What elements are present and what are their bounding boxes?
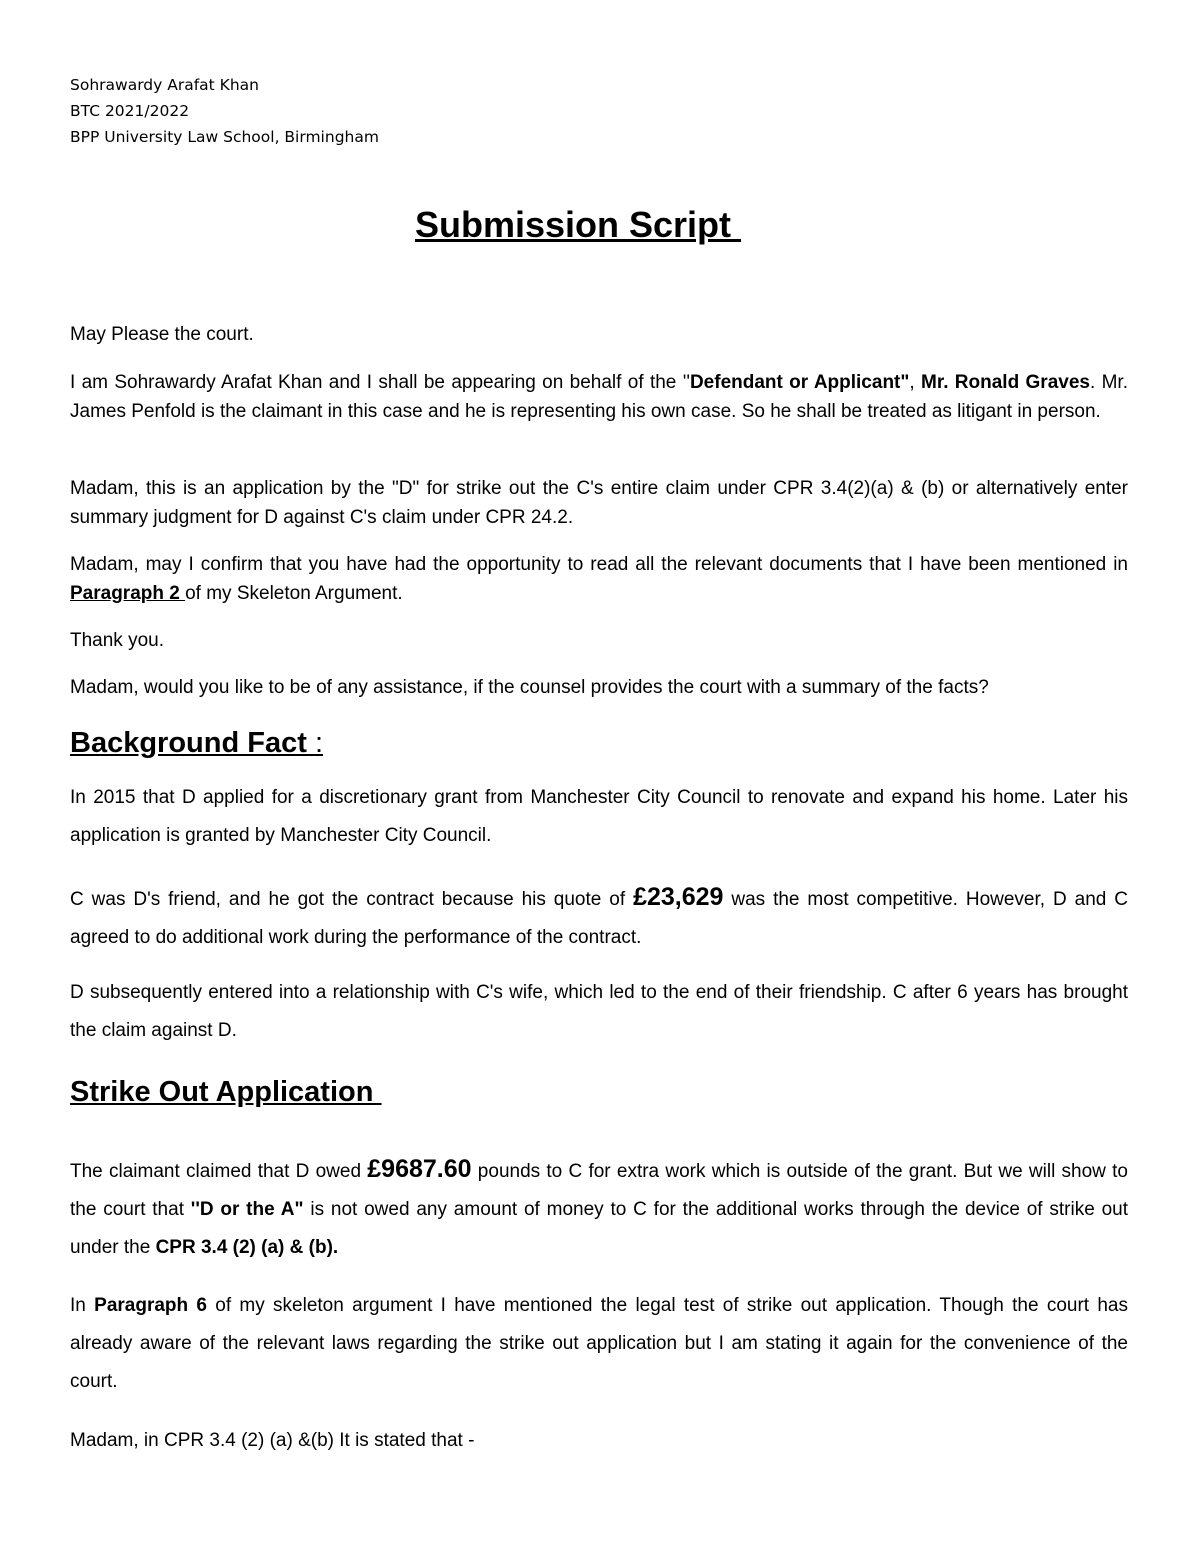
- underlined-reference: Paragraph 2: [70, 583, 186, 604]
- emphasis-text: CPR 3.4 (2) (a) & (b).: [155, 1237, 339, 1258]
- paragraph: [70, 974, 1128, 1050]
- paragraph: [70, 626, 1128, 655]
- text-segment: In 2015 that D applied for a discretionary grant from Manchester City Council to renovate and expand his home. Later his application is granted by Manchester City Council.: [70, 787, 1128, 846]
- emphasis-text: Defendant or Applicant": [689, 372, 910, 393]
- text-segment: Thank you.: [70, 630, 164, 651]
- heading-strike-out-application: Strike Out Application: [70, 1076, 382, 1108]
- text-segment: of my skeleton argument I have mentioned the legal test of strike out application. Though the court has already aware of the relevant laws regarding the strike out application but I am stating it again for the convenience of the court.: [70, 1295, 1128, 1392]
- paragraph: [70, 368, 1128, 426]
- paragraph: [70, 878, 1128, 957]
- text-segment: Madam, in CPR 3.4 (2) (a) &(b) It is stated that -: [70, 1430, 475, 1451]
- text-segment: The claimant claimed that D owed: [70, 1161, 368, 1182]
- text-segment: of my Skeleton Argument.: [185, 583, 403, 604]
- emphasis-text: £9687.60: [367, 1155, 472, 1183]
- emphasis-text: ''D or the A": [190, 1199, 304, 1220]
- paragraph: [70, 1287, 1128, 1401]
- paragraph: [70, 779, 1128, 855]
- text-segment: Madam, may I confirm that you have had the opportunity to read all the relevant documents that I have been mentioned in: [70, 554, 1128, 575]
- emphasis-text: £23,629: [633, 883, 724, 911]
- text-segment: Madam, would you like to be of any assistance, if the counsel provides the court with a summary of the facts?: [70, 677, 989, 698]
- text-segment: ,: [909, 372, 922, 393]
- school-line: BPP University Law School, Birmingham: [70, 128, 379, 146]
- paragraph: [70, 550, 1128, 608]
- text-segment: May Please the court.: [70, 324, 254, 345]
- paragraph: [70, 1150, 1128, 1267]
- heading-background-fact: [70, 723, 323, 763]
- heading-text: Background Fact: [70, 727, 315, 759]
- paragraph: [70, 474, 1128, 532]
- text-segment: I am Sohrawardy Arafat Khan and I shall be appearing on behalf of the '': [70, 372, 690, 393]
- course-line: BTC 2021/2022: [70, 102, 190, 120]
- text-segment: Madam, this is an application by the "D" for strike out the C's entire claim under CPR 3.4(2)(a) & (b) or alternatively enter summary judgment for D against C's claim under CPR 24.2.: [70, 478, 1128, 528]
- emphasis-text: Mr. Ronald Graves: [921, 372, 1090, 393]
- text-segment: D subsequently entered into a relationship with C's wife, which led to the end of their friendship. C after 6 years has brought the claim against D.: [70, 982, 1128, 1041]
- text-segment: is not owed any amount of money to C for the additional works through the device of strike out under the: [70, 1199, 1128, 1258]
- text-segment: pounds to C for extra work which is outside of the grant. But we will show to the court that: [70, 1161, 1128, 1220]
- heading-colon: :: [314, 727, 323, 759]
- author-name: Sohrawardy Arafat Khan: [70, 76, 259, 94]
- text-segment: . Mr. James Penfold is the claimant in this case and he is representing his own case. So he shall be treated as litigant in person.: [70, 372, 1128, 422]
- paragraph: [70, 320, 1128, 349]
- paragraph: [70, 673, 1128, 702]
- emphasis-text: Paragraph 6: [94, 1295, 207, 1316]
- page-title: Submission Script: [414, 204, 742, 245]
- text-segment: In: [70, 1295, 95, 1316]
- paragraph: [70, 1422, 1128, 1460]
- text-segment: C was D's friend, and he got the contract because his quote of: [70, 889, 634, 910]
- text-segment: was the most competitive. However, D and C agreed to do additional work during the performance of the contract.: [70, 889, 1128, 948]
